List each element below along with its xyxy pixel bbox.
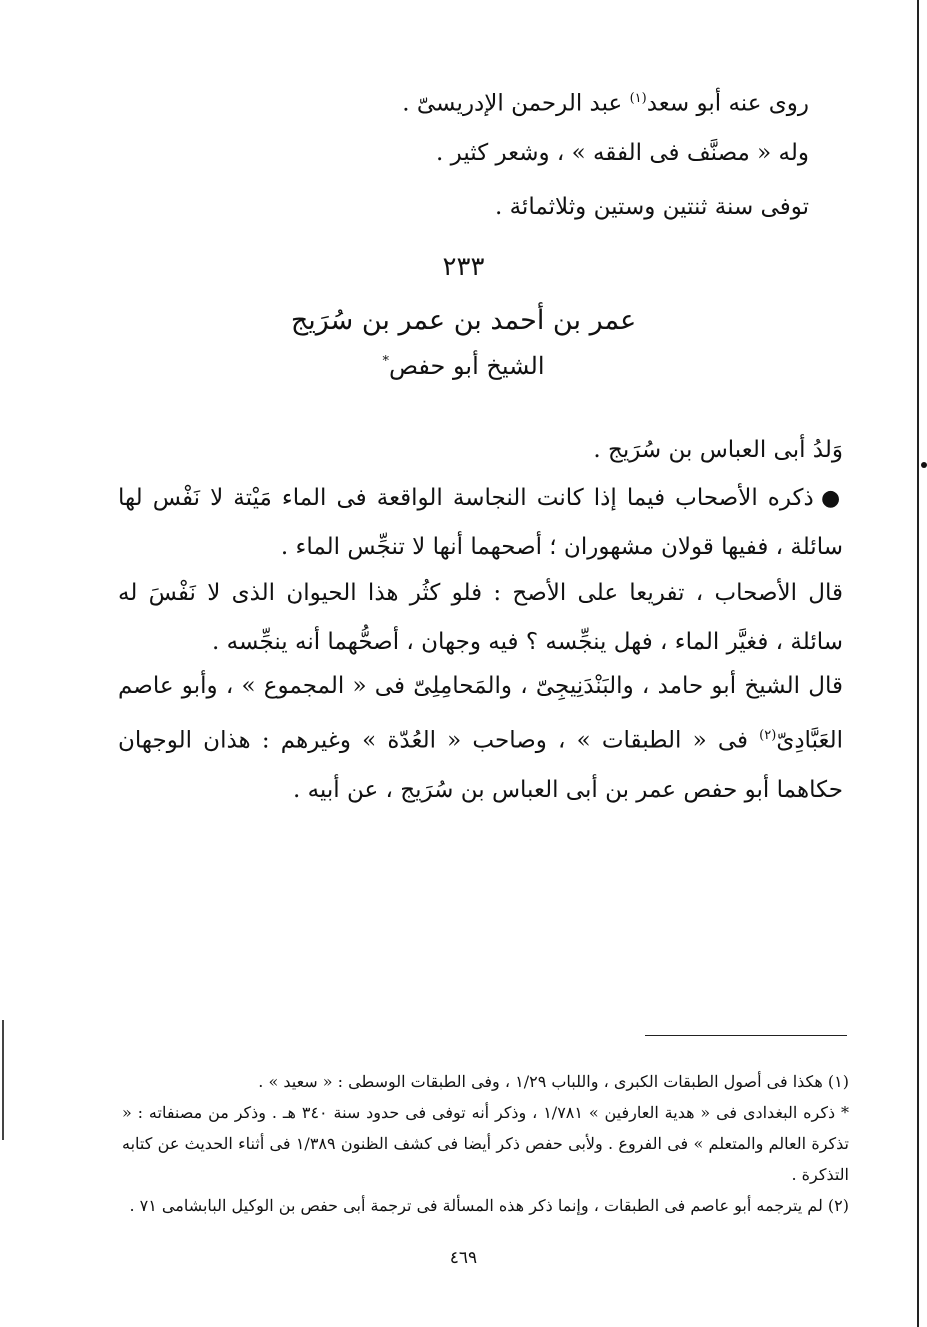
asterisk-note-mark: * xyxy=(382,354,389,369)
paragraph-1: وَلدُ أبى العباس بن سُرَيج . xyxy=(593,437,843,463)
bullet-icon: ● xyxy=(821,486,844,511)
footnote-1: (١) هكذا فى أصول الطبقات الكبرى ، واللباب ١/٢٩ ، وفى الطبقات الوسطى : « سعيد » . xyxy=(258,1072,849,1091)
entry-subtitle: الشيخ أبو حفص* xyxy=(382,352,545,380)
page-edge-line-left xyxy=(2,1020,4,1140)
margin-dot xyxy=(921,462,927,468)
entry-title: عمر بن أحمد بن عمر بن سُرَيج xyxy=(290,305,637,336)
paragraph-2: ● ذكره الأصحاب فيما إذا كانت النجاسة الواقعة فى الماء مَيْتة لا نَفْس لها سائلة ، ففيها قولان مشهوران ؛ أصحهما أنها لا تنجِّس الماء . xyxy=(118,485,844,560)
footnote-ref-2: (٢) xyxy=(759,728,777,743)
paragraph-3: قال الأصحاب ، تفريعا على الأصح : فلو كثُر هذا الحيوان الذى لا نَفْسَ له سائلة ، فغيَّر الماء ، فهل ينجِّسه ؟ فيه وجهان ، أصحُّهما أنه ينجِّسه . xyxy=(118,580,843,655)
intro-line-2: وله « مصنَّف فى الفقه » ، وشعر كثير . xyxy=(436,140,809,166)
intro-line-1: روى عنه أبو سعد$^{(١)}$ عبد الرحمن الإدريسىّ . xyxy=(402,90,809,117)
footnote-2: (٢) لم يترجمه أبو عاصم فى الطبقات ، وإنما ذكر هذه المسألة فى ترجمة أبى حفص بن الوكيل البابشامى ٧١ . xyxy=(129,1196,849,1215)
footnote-ref-1: (١) xyxy=(629,91,647,106)
paragraph-4: قال الشيخ أبو حامد ، والبَنْدَنِيجِىّ ، والمَحامِلِىّ فى « المجموع » ، وأبو عاصم العَبَّادِىّ$^{(٢)}$ فى « الطبقات » ، وصاحب « العُدّة » وغيرهم : هذان الوجهان حكاهما أبو حفص عمر بن أبى العباس بن سُرَيج ، عن أبيه . xyxy=(118,673,843,803)
entry-number: ٢٣٣ xyxy=(442,252,485,282)
page-edge-line xyxy=(917,0,919,1327)
footnote-divider xyxy=(645,1035,847,1036)
footnote-star: * ذكره البغدادى فى « هدية العارفين » ١/٧٨١ ، وذكر أنه توفى فى حدود سنة ٣٤٠ هـ . وذكر من مصنفاته : « تذكرة العالم والمتعلم » فى الفروع . ولأبى حفص ذكر أيضا فى كشف الظنون ١/٣٨٩ فى أثناء الحديث عن كتابه التذكرة . xyxy=(122,1103,850,1184)
intro-line-3: توفى سنة ثنتين وستين وثلاثمائة . xyxy=(494,194,809,220)
page-number: ٤٦٩ xyxy=(449,1248,478,1268)
